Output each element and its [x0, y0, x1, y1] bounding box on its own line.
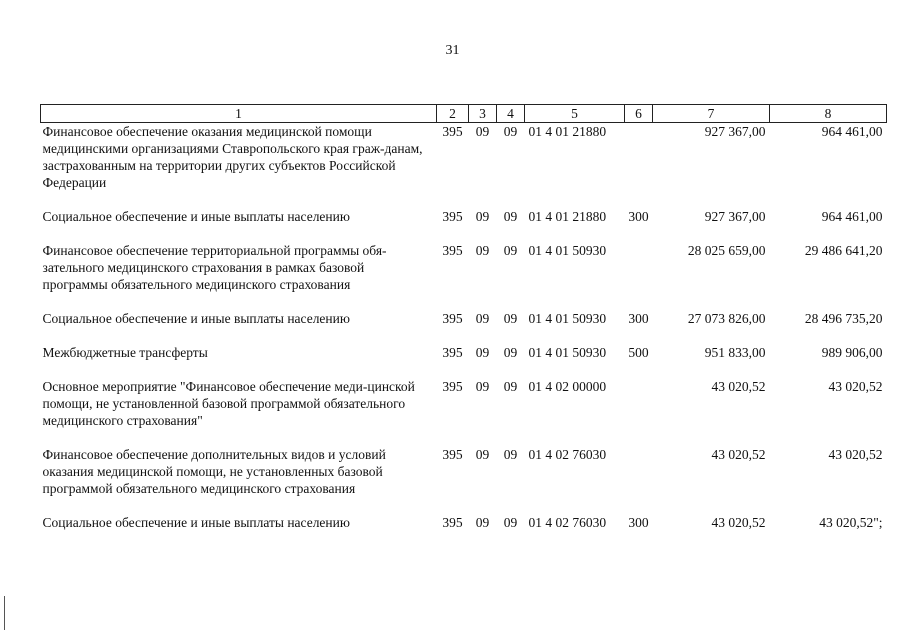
cell-amount-7: 951 833,00: [704, 345, 766, 360]
cell-expense-type: 300: [628, 515, 649, 530]
cell-amount-7: 43 020,52: [711, 379, 766, 394]
cell-code-4: 09: [503, 515, 518, 530]
column-header: 4: [497, 105, 525, 123]
cell-amount-7: 927 367,00: [704, 209, 766, 224]
cell-code-3: 09: [475, 345, 490, 360]
row-name: Межбюджетные трансферты: [42, 345, 208, 360]
cell-code-3: 09: [475, 243, 490, 258]
cell-amount-8: 29 486 641,20: [804, 243, 883, 258]
column-header: 5: [525, 105, 625, 123]
row-name: Финансовое обеспечение территориальной программы обя-зательного медицинского страхования в рамках базовой программы обязательного медицинского страхования: [42, 243, 387, 292]
cell-target-code: 01 4 01 50930: [528, 311, 607, 326]
row-name: Финансовое обеспечение оказания медицинской помощи медицинскими организациями Ставропольского края граж-данам, застрахованным на территории других субъектов Российской Федерации: [42, 124, 423, 190]
cell-code-3: 09: [475, 311, 490, 326]
cell-code-2: 395: [442, 515, 463, 530]
cell-code-3: 09: [475, 124, 490, 139]
cell-code-2: 395: [442, 209, 463, 224]
cell-target-code: 01 4 01 50930: [528, 243, 607, 258]
column-header: 6: [625, 105, 653, 123]
cell-expense-type: 500: [628, 345, 649, 360]
budget-table: [40, 104, 887, 531]
cell-target-code: 01 4 02 00000: [528, 379, 607, 394]
table-row: [41, 242, 887, 293]
row-name: Социальное обеспечение и иные выплаты населению: [42, 209, 350, 224]
cell-expense-type: [625, 378, 653, 429]
table-body: [41, 123, 887, 532]
table-row: [41, 446, 887, 497]
cell-code-3: 09: [475, 379, 490, 394]
table-row: [41, 378, 887, 429]
cell-amount-7: 27 073 826,00: [687, 311, 766, 326]
cell-amount-7: 43 020,52: [711, 447, 766, 462]
scan-edge-mark: [4, 596, 5, 630]
cell-code-2: 395: [442, 124, 463, 139]
cell-expense-type: [625, 446, 653, 497]
cell-expense-type: [625, 123, 653, 192]
table-row: [41, 344, 887, 361]
row-name: Основное мероприятие "Финансовое обеспечение меди-цинской помощи, не установленной базовой программой обязательного медицинского страхования": [42, 379, 415, 428]
row-name: Социальное обеспечение и иные выплаты населению: [42, 515, 350, 530]
cell-amount-8: 43 020,52";: [819, 515, 883, 530]
column-header: 1: [41, 105, 437, 123]
cell-target-code: 01 4 02 76030: [528, 515, 607, 530]
cell-code-4: 09: [503, 243, 518, 258]
column-header: 2: [437, 105, 469, 123]
cell-code-4: 09: [503, 311, 518, 326]
cell-code-4: 09: [503, 379, 518, 394]
cell-target-code: 01 4 02 76030: [528, 447, 607, 462]
table-row: [41, 514, 887, 531]
cell-amount-8: 964 461,00: [821, 209, 883, 224]
cell-target-code: 01 4 01 21880: [528, 124, 607, 139]
cell-amount-7: 28 025 659,00: [687, 243, 766, 258]
column-header: 8: [770, 105, 887, 123]
cell-target-code: 01 4 01 21880: [528, 209, 607, 224]
cell-amount-8: 43 020,52: [828, 447, 883, 462]
row-name: Социальное обеспечение и иные выплаты населению: [42, 311, 350, 326]
cell-expense-type: 300: [628, 311, 649, 326]
column-header: 3: [469, 105, 497, 123]
row-name: Финансовое обеспечение дополнительных видов и условий оказания медицинской помощи, не установленных базовой программой обязательного медицинского страхования: [42, 447, 386, 496]
cell-code-4: 09: [503, 209, 518, 224]
cell-code-3: 09: [475, 209, 490, 224]
cell-expense-type: 300: [628, 209, 649, 224]
header-row: [41, 105, 887, 123]
cell-amount-8: 964 461,00: [821, 124, 883, 139]
cell-expense-type: [625, 242, 653, 293]
cell-code-2: 395: [442, 447, 463, 462]
cell-amount-7: 927 367,00: [704, 124, 766, 139]
cell-code-3: 09: [475, 515, 490, 530]
column-header: 7: [653, 105, 770, 123]
cell-amount-8: 28 496 735,20: [804, 311, 883, 326]
cell-code-4: 09: [503, 345, 518, 360]
table-row: [41, 208, 887, 225]
cell-amount-8: 989 906,00: [821, 345, 883, 360]
cell-code-2: 395: [442, 311, 463, 326]
cell-code-2: 395: [442, 379, 463, 394]
cell-code-4: 09: [503, 447, 518, 462]
table-row: [41, 123, 887, 192]
cell-amount-7: 43 020,52: [711, 515, 766, 530]
page-number: 31: [445, 43, 460, 58]
cell-code-3: 09: [475, 447, 490, 462]
cell-target-code: 01 4 01 50930: [528, 345, 607, 360]
cell-code-4: 09: [503, 124, 518, 139]
table-row: [41, 310, 887, 327]
cell-code-2: 395: [442, 243, 463, 258]
cell-code-2: 395: [442, 345, 463, 360]
cell-amount-8: 43 020,52: [828, 379, 883, 394]
